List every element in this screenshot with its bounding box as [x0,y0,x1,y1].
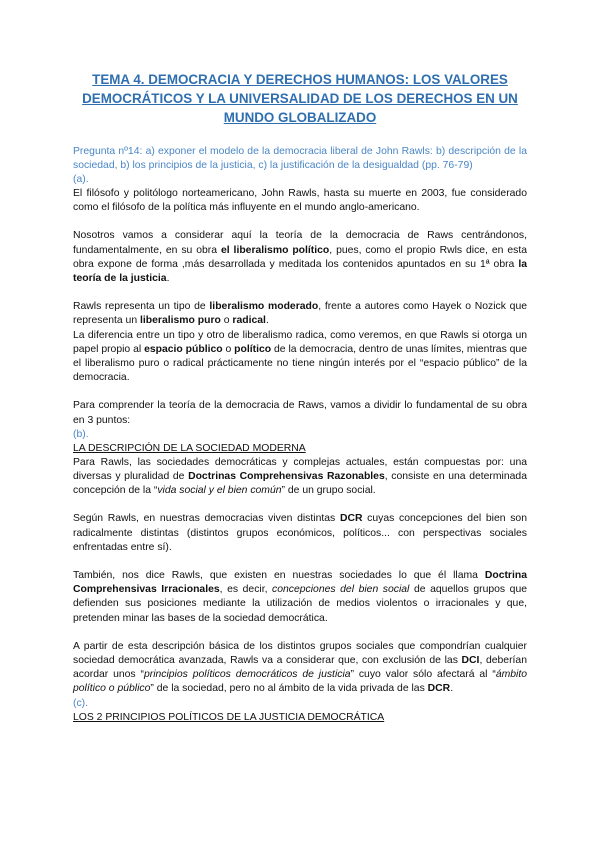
paragraph-principios: A partir de esta descripción básica de los distintos grupos sociales que compondrían cualquier sociedad democrática avanzada, Rawls va a considerar que, con exclusión de las DCI, deberían acordar unos “principios políticos democráticos de justicia” cuyo valor sólo afectará al “ámbito político o público” de la sociedad, pero no al ámbito de la vida privada de las DCR. [73,640,527,695]
paragraph-liberalismo: Rawls representa un tipo de liberalismo moderado, frente a autores como Hayek o Nozick que representa un liberalismo puro o radical. [73,301,527,327]
bold-term: liberalismo puro [140,315,221,327]
section-tag-b: (b). [73,428,89,440]
document-title: TEMA 4. DEMOCRACIA Y DERECHOS HUMANOS: LOS VALORES DEMOCRÁTICOS Y LA UNIVERSALIDAD DE LOS DERECHOS EN UN MUNDO GLOBALIZADO [82,72,518,125]
bold-term: radical [232,315,266,327]
bold-term: espacio público [144,343,223,355]
bold-term: DCI [461,655,480,667]
bold-term: Doctrinas Comprehensivas Razonables [188,471,385,483]
paragraph-puntos: Para comprender la teoría de la democracia de Raws, vamos a dividir lo fundamental de su obra en 3 puntos: [73,400,527,426]
section-tag-c: (c). [73,697,89,709]
paragraph-dci: También, nos dice Rawls, que existen en nuestras sociedades lo que él llama Doctrina Comprehensivas Irracionales, es decir, concepciones del bien social de aquellos grupos que defienden sus posiciones mediante la utilización de medios violentos o irracionales y que, pretenden minar las bases de la sociedad democrática. [73,570,528,624]
italic-term: concepciones del bien social [272,584,410,596]
italic-term: vida social y el bien común [157,485,282,497]
paragraph-diferencia: La diferencia entre un tipo y otro de liberalismo radica, como veremos, en que Rawls si otorga un papel propio al espacio público o político de la democracia, dentro de unas límites, mientras que el liberalismo puro o radical prácticamente no tiene ningún interés por el “espacio público” de la democracia. [73,329,527,384]
question-prompt: Pregunta nº14: a) exponer el modelo de la democracia liberal de John Rawls: b) descripción de la sociedad, b) los principios de la justicia, c) la justificación de la desigualdad (pp. 76-79) [73,146,527,171]
bold-term: la teoría de la justicia [73,258,527,285]
italic-term: ámbito político o público [73,669,527,695]
bold-term: el liberalismo político [220,244,330,256]
section-heading-sociedad: LA DESCRIPCIÓN DE LA SOCIEDAD MODERNA [73,442,306,454]
paragraph-sociedades: Para Rawls, las sociedades democráticas y complejas actuales, están compuestas por: una diversas y pluralidad de Doctrinas Comprehensivas Razonables, consiste en una determinada concepción de la “vida social y el bien común” de un grupo social. [73,456,527,497]
paragraph-dcr: Según Rawls, en nuestras democracias viven distintas DCR cuyas concepciones del bien son radicalmente distintas (distintos grupos económicos, políticos... con perspectivas sociales enfrentadas entre sí). [73,513,527,553]
section-tag-a: (a). [73,174,89,185]
italic-term: principios políticos democráticos de justicia [143,669,351,681]
bold-term: Doctrina Comprehensivas Irracionales [73,570,527,596]
paragraph-obra: Nosotros vamos a considerar aquí la teoría de la democracia de Raws centrándonos, fundamentalmente, en su obra el liberalismo político, pues, como el propio Rwls dice, en esta obra expone de forma ,más desarrollada y meditada los contenidos apuntados en su 1ª obra la teoría de la justicia. [73,230,527,285]
bold-term: DCR [339,513,363,525]
bold-term: liberalismo moderado [209,301,319,313]
section-heading-principios: LOS 2 PRINCIPIOS POLÍTICOS DE LA JUSTICIA DEMOCRÁTICA [73,711,385,723]
bold-term: político [234,343,272,355]
paragraph-intro: El filósofo y politólogo norteamericano, John Rawls, hasta su muerte en 2003, fue considerado como el filósofo de la política más influyente en el mundo anglo-americano. [73,188,527,214]
bold-term: DCR [427,683,451,695]
